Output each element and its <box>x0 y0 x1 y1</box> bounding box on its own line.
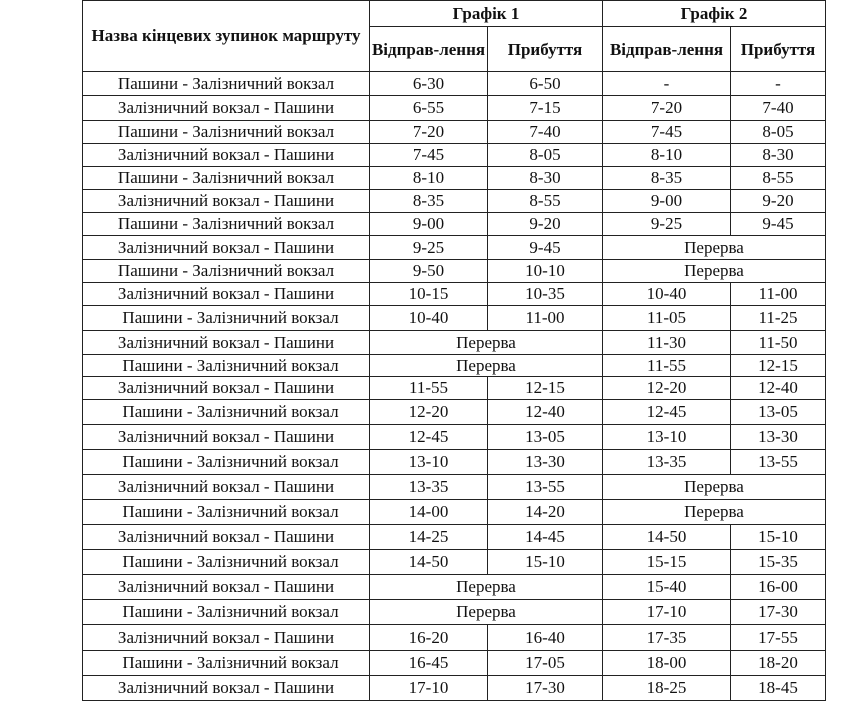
route-name-cell: Пашини - Залізничний вокзал <box>83 450 370 475</box>
schedule-1-departure-cell: 8-10 <box>370 167 488 190</box>
schedule-1-break-cell: Перерва <box>370 331 603 355</box>
schedule-1-arrival-cell: 7-40 <box>488 121 603 144</box>
schedule-1-departure-cell: 6-55 <box>370 96 488 121</box>
route-name-cell: Залізничний вокзал - Пашини <box>83 96 370 121</box>
schedule-1-departure-cell: 13-10 <box>370 450 488 475</box>
table-row <box>83 355 826 377</box>
schedule-2-arrival-cell: 11-00 <box>731 283 826 306</box>
schedule-1-arrival-cell: 16-40 <box>488 625 603 651</box>
schedule-2-arrival-cell: 8-05 <box>731 121 826 144</box>
schedule-1-departure-cell: 11-55 <box>370 377 488 400</box>
schedule-1-arrival-cell: 12-40 <box>488 400 603 425</box>
schedule-1-departure-header: Відправ-лення <box>370 27 488 72</box>
schedule-1-arrival-cell: 8-30 <box>488 167 603 190</box>
schedule-2-departure-cell: 17-35 <box>603 625 731 651</box>
schedule-1-departure-cell: 12-20 <box>370 400 488 425</box>
schedule-2-arrival-cell: 11-50 <box>731 331 826 355</box>
schedule-2-departure-cell: 9-00 <box>603 190 731 213</box>
schedule-2-arrival-cell: 18-45 <box>731 676 826 701</box>
schedule-body <box>83 72 826 701</box>
schedule-2-arrival-cell: - <box>731 72 826 96</box>
route-name-cell: Залізничний вокзал - Пашини <box>83 331 370 355</box>
schedule-2-departure-cell: 12-20 <box>603 377 731 400</box>
route-name-cell: Пашини - Залізничний вокзал <box>83 167 370 190</box>
table-row <box>83 167 826 190</box>
schedule-1-arrival-cell: 17-05 <box>488 651 603 676</box>
schedule-1-break-cell: Перерва <box>370 575 603 600</box>
route-name-cell: Пашини - Залізничний вокзал <box>83 651 370 676</box>
schedule-2-arrival-cell: 9-45 <box>731 213 826 236</box>
schedule-1-departure-cell: 8-35 <box>370 190 488 213</box>
schedule-2-departure-cell: 11-05 <box>603 306 731 331</box>
schedule-1-departure-cell: 7-45 <box>370 144 488 167</box>
schedule-2-arrival-cell: 13-55 <box>731 450 826 475</box>
schedule-2-header: Графік 2 <box>603 1 826 27</box>
route-name-cell: Пашини - Залізничний вокзал <box>83 500 370 525</box>
schedule-1-arrival-cell: 13-55 <box>488 475 603 500</box>
schedule-2-departure-cell: 8-35 <box>603 167 731 190</box>
route-name-cell: Пашини - Залізничний вокзал <box>83 400 370 425</box>
schedule-1-departure-cell: 10-15 <box>370 283 488 306</box>
table-row <box>83 121 826 144</box>
schedule-2-arrival-cell: 15-10 <box>731 525 826 550</box>
table-row <box>83 575 826 600</box>
schedule-1-departure-cell: 10-40 <box>370 306 488 331</box>
route-name-cell: Пашини - Залізничний вокзал <box>83 550 370 575</box>
schedule-2-break-cell: Перерва <box>603 500 826 525</box>
table-row <box>83 500 826 525</box>
schedule-1-departure-cell: 9-50 <box>370 260 488 283</box>
schedule-2-departure-cell: 18-00 <box>603 651 731 676</box>
schedule-2-departure-cell: 9-25 <box>603 213 731 236</box>
schedule-2-arrival-cell: 18-20 <box>731 651 826 676</box>
schedule-1-arrival-cell: 12-15 <box>488 377 603 400</box>
schedule-2-departure-cell: 11-55 <box>603 355 731 377</box>
table-row <box>83 525 826 550</box>
schedule-1-arrival-cell: 9-45 <box>488 236 603 260</box>
table-row <box>83 96 826 121</box>
schedule-1-departure-cell: 14-25 <box>370 525 488 550</box>
schedule-2-arrival-cell: 11-25 <box>731 306 826 331</box>
schedule-2-break-cell: Перерва <box>603 475 826 500</box>
schedule-2-arrival-cell: 17-55 <box>731 625 826 651</box>
schedule-1-departure-cell: 14-00 <box>370 500 488 525</box>
route-name-cell: Залізничний вокзал - Пашини <box>83 475 370 500</box>
route-column-header: Назва кінцевих зупинок маршруту <box>83 1 370 72</box>
route-name-cell: Залізничний вокзал - Пашини <box>83 377 370 400</box>
schedule-2-departure-cell: 7-45 <box>603 121 731 144</box>
route-name-cell: Залізничний вокзал - Пашини <box>83 236 370 260</box>
schedule-2-departure-cell: 15-40 <box>603 575 731 600</box>
schedule-2-departure-cell: 8-10 <box>603 144 731 167</box>
schedule-2-departure-cell: 14-50 <box>603 525 731 550</box>
schedule-1-arrival-cell: 13-05 <box>488 425 603 450</box>
table-row <box>83 190 826 213</box>
schedule-2-departure-cell: 13-35 <box>603 450 731 475</box>
schedule-1-departure-cell: 13-35 <box>370 475 488 500</box>
route-name-cell: Пашини - Залізничний вокзал <box>83 213 370 236</box>
route-name-cell: Залізничний вокзал - Пашини <box>83 575 370 600</box>
schedule-1-arrival-cell: 11-00 <box>488 306 603 331</box>
schedule-1-arrival-header: Прибуття <box>488 27 603 72</box>
route-name-cell: Залізничний вокзал - Пашини <box>83 144 370 167</box>
schedule-1-departure-cell: 7-20 <box>370 121 488 144</box>
schedule-1-arrival-cell: 6-50 <box>488 72 603 96</box>
route-name-cell: Пашини - Залізничний вокзал <box>83 600 370 625</box>
schedule-1-arrival-cell: 17-30 <box>488 676 603 701</box>
schedule-2-departure-cell: 11-30 <box>603 331 731 355</box>
schedule-1-departure-cell: 16-45 <box>370 651 488 676</box>
schedule-2-departure-cell: 7-20 <box>603 96 731 121</box>
route-name-cell: Залізничний вокзал - Пашини <box>83 425 370 450</box>
route-name-cell: Залізничний вокзал - Пашини <box>83 190 370 213</box>
schedule-1-header: Графік 1 <box>370 1 603 27</box>
route-name-cell: Пашини - Залізничний вокзал <box>83 260 370 283</box>
table-row <box>83 676 826 701</box>
route-name-cell: Залізничний вокзал - Пашини <box>83 525 370 550</box>
table-row <box>83 144 826 167</box>
route-name-cell: Залізничний вокзал - Пашини <box>83 625 370 651</box>
table-row <box>83 283 826 306</box>
schedule-1-arrival-cell: 8-55 <box>488 190 603 213</box>
schedule-1-arrival-cell: 7-15 <box>488 96 603 121</box>
table-row <box>83 550 826 575</box>
table-row <box>83 260 826 283</box>
schedule-2-departure-header: Відправ-лення <box>603 27 731 72</box>
schedule-1-departure-cell: 9-00 <box>370 213 488 236</box>
schedule-2-arrival-cell: 12-40 <box>731 377 826 400</box>
schedule-2-break-cell: Перерва <box>603 236 826 260</box>
schedule-2-break-cell: Перерва <box>603 260 826 283</box>
route-name-cell: Пашини - Залізничний вокзал <box>83 355 370 377</box>
schedule-2-departure-cell: 18-25 <box>603 676 731 701</box>
table-row <box>83 600 826 625</box>
schedule-1-arrival-cell: 13-30 <box>488 450 603 475</box>
schedule-1-arrival-cell: 10-10 <box>488 260 603 283</box>
table-row <box>83 450 826 475</box>
schedule-1-break-cell: Перерва <box>370 600 603 625</box>
table-row <box>83 306 826 331</box>
schedule-2-departure-cell: 15-15 <box>603 550 731 575</box>
schedule-1-arrival-cell: 8-05 <box>488 144 603 167</box>
schedule-2-departure-cell: - <box>603 72 731 96</box>
schedule-2-arrival-header: Прибуття <box>731 27 826 72</box>
schedule-2-departure-cell: 17-10 <box>603 600 731 625</box>
route-name-cell: Залізничний вокзал - Пашини <box>83 676 370 701</box>
schedule-2-arrival-cell: 13-30 <box>731 425 826 450</box>
bus-schedule-table <box>82 0 826 701</box>
table-row <box>83 400 826 425</box>
schedule-2-arrival-cell: 13-05 <box>731 400 826 425</box>
schedule-1-departure-cell: 16-20 <box>370 625 488 651</box>
route-name-cell: Пашини - Залізничний вокзал <box>83 72 370 96</box>
schedule-1-departure-cell: 6-30 <box>370 72 488 96</box>
table-row <box>83 377 826 400</box>
schedule-2-arrival-cell: 17-30 <box>731 600 826 625</box>
schedule-1-arrival-cell: 14-20 <box>488 500 603 525</box>
schedule-2-arrival-cell: 8-55 <box>731 167 826 190</box>
route-name-cell: Пашини - Залізничний вокзал <box>83 121 370 144</box>
schedule-2-departure-cell: 13-10 <box>603 425 731 450</box>
schedule-2-arrival-cell: 9-20 <box>731 190 826 213</box>
table-row <box>83 331 826 355</box>
schedule-1-departure-cell: 17-10 <box>370 676 488 701</box>
table-row <box>83 213 826 236</box>
schedule-2-arrival-cell: 16-00 <box>731 575 826 600</box>
route-name-cell: Залізничний вокзал - Пашини <box>83 283 370 306</box>
schedule-2-arrival-cell: 12-15 <box>731 355 826 377</box>
schedule-1-arrival-cell: 15-10 <box>488 550 603 575</box>
schedule-2-arrival-cell: 15-35 <box>731 550 826 575</box>
schedule-1-arrival-cell: 14-45 <box>488 525 603 550</box>
schedule-1-break-cell: Перерва <box>370 355 603 377</box>
route-name-cell: Пашини - Залізничний вокзал <box>83 306 370 331</box>
schedule-2-arrival-cell: 7-40 <box>731 96 826 121</box>
table-row <box>83 475 826 500</box>
schedule-1-arrival-cell: 10-35 <box>488 283 603 306</box>
table-row <box>83 425 826 450</box>
schedule-1-departure-cell: 14-50 <box>370 550 488 575</box>
table-row <box>83 236 826 260</box>
table-row <box>83 72 826 96</box>
schedule-2-departure-cell: 10-40 <box>603 283 731 306</box>
schedule-1-departure-cell: 12-45 <box>370 425 488 450</box>
schedule-1-departure-cell: 9-25 <box>370 236 488 260</box>
schedule-1-arrival-cell: 9-20 <box>488 213 603 236</box>
schedule-2-departure-cell: 12-45 <box>603 400 731 425</box>
table-row <box>83 651 826 676</box>
schedule-2-arrival-cell: 8-30 <box>731 144 826 167</box>
table-row <box>83 625 826 651</box>
